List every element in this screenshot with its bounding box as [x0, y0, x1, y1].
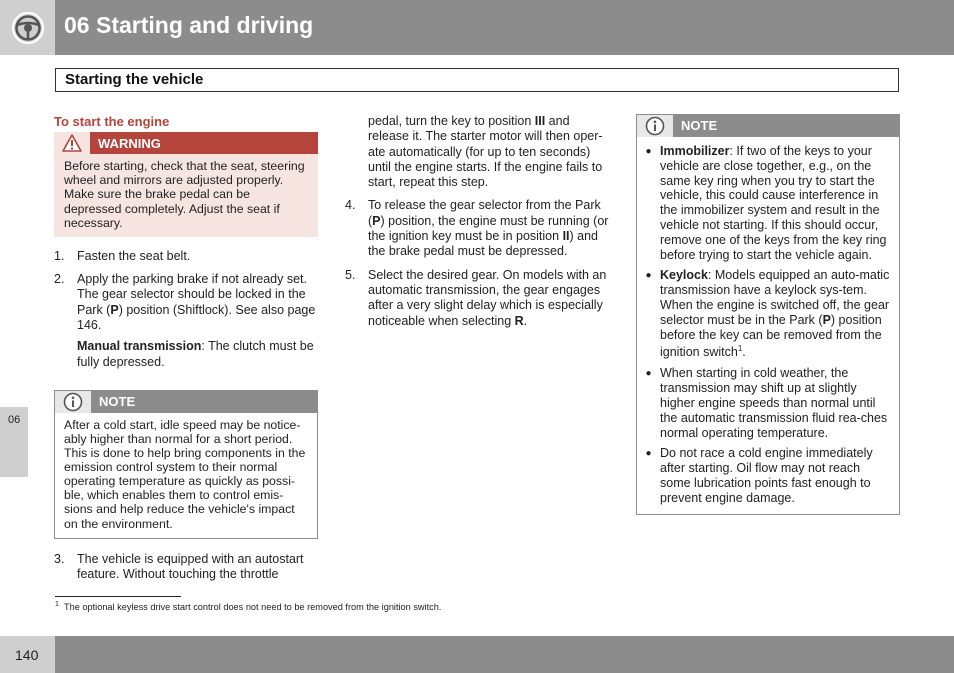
chapter-side-tab: 06 — [0, 407, 28, 477]
step-1: 1. Fasten the seat belt. — [54, 248, 191, 263]
info-icon — [637, 115, 673, 137]
bullet-cold-engine: ● Do not race a cold engine immediately after starting. Oil flow may not reach some lubrication points fast enough to prevent engine damage. — [645, 446, 873, 505]
column-1 — [54, 114, 318, 582]
note-header — [637, 115, 899, 137]
step-2: 2. Apply the parking brake if not already set. The gear selector should be locked in the Park (P) position (Shiftlock). See also page 146. — [54, 272, 316, 332]
note-header — [55, 391, 317, 413]
footer-bar — [0, 636, 954, 673]
section-title: Starting the vehicle — [55, 68, 899, 92]
warning-text: Before starting, check that the seat, steering wheel and mirrors are adjusted properly. Make sure the brake pedal can be depressed completely. Adjust the seat if necessary. — [54, 154, 318, 236]
warning-header — [54, 132, 318, 154]
bullet-keylock: ● Keylock: Models equipped an auto-matic transmission have a keylock sys-tem. When the engine is switched off, the gear selector must be in the Park (P) position before the key can be removed from the ignition switch$^1$. — [645, 268, 890, 360]
column-3 — [636, 114, 900, 515]
note-box-1 — [54, 390, 318, 539]
info-icon — [55, 391, 91, 413]
warning-label: WARNING — [98, 135, 161, 151]
bullet-immobilizer: ● Immobilizer: If two of the keys to your vehicle are close together, e.g., on the same key ring when you try to start the vehicle, this could cause interference in the immobilizer system and result in the vehicle not starting. If this should occur, remove one of the keys from the key ring before trying to start the vehicle again. — [645, 144, 887, 262]
column-2 — [345, 114, 610, 329]
step-3: 3. The vehicle is equipped with an autostart feature. Without touching the throttle — [54, 551, 304, 581]
manual-transmission-note: Manual transmission: The clutch must be fully depressed. — [77, 339, 314, 369]
step-5: 5. Select the desired gear. On models with an automatic transmission, the gear engages after a very slight delay which is especially noticeable when selecting R. — [345, 267, 607, 328]
subheading: To start the engine — [54, 114, 170, 129]
chapter-logo — [0, 0, 55, 55]
footnote-rule — [55, 596, 181, 597]
footnote: $^1$ The optional keyless drive start control does not need to be removed from the ignition switch. — [55, 601, 442, 613]
warning-box — [54, 132, 318, 236]
warning-triangle-icon — [54, 132, 90, 154]
steering-wheel-icon — [11, 11, 45, 45]
step-4: 4. To release the gear selector from the Park (P) position, the engine must be running (or the ignition key must be in position II) and the brake pedal must be depressed. — [345, 198, 609, 259]
note-label: NOTE — [99, 394, 136, 410]
bullet-cold-weather: ● When starting in cold weather, the transmission may shift up at slightly higher engine speeds than normal until the automatic transmission fluid rea-ches normal operating temperature. — [645, 366, 888, 440]
note-label: NOTE — [681, 118, 718, 134]
page-number: 140 — [0, 636, 55, 673]
step-3-continued: pedal, turn the key to position III and release it. The starter motor will then oper-ate automatically (for up to ten seconds) until the engine starts. If the engine fails to start, repeat this step. — [368, 114, 603, 190]
chapter-title: 06 Starting and driving — [64, 12, 314, 38]
note-box-2 — [636, 114, 900, 515]
note-text: After a cold start, idle speed may be notice-ably higher than normal for a short period. This is done to help bring components in the emission control system to their normal operating temperature as quickly as possi-ble, which enables them to control emis-sions and help reduce the vehicle's impact on the environment. — [64, 417, 306, 531]
